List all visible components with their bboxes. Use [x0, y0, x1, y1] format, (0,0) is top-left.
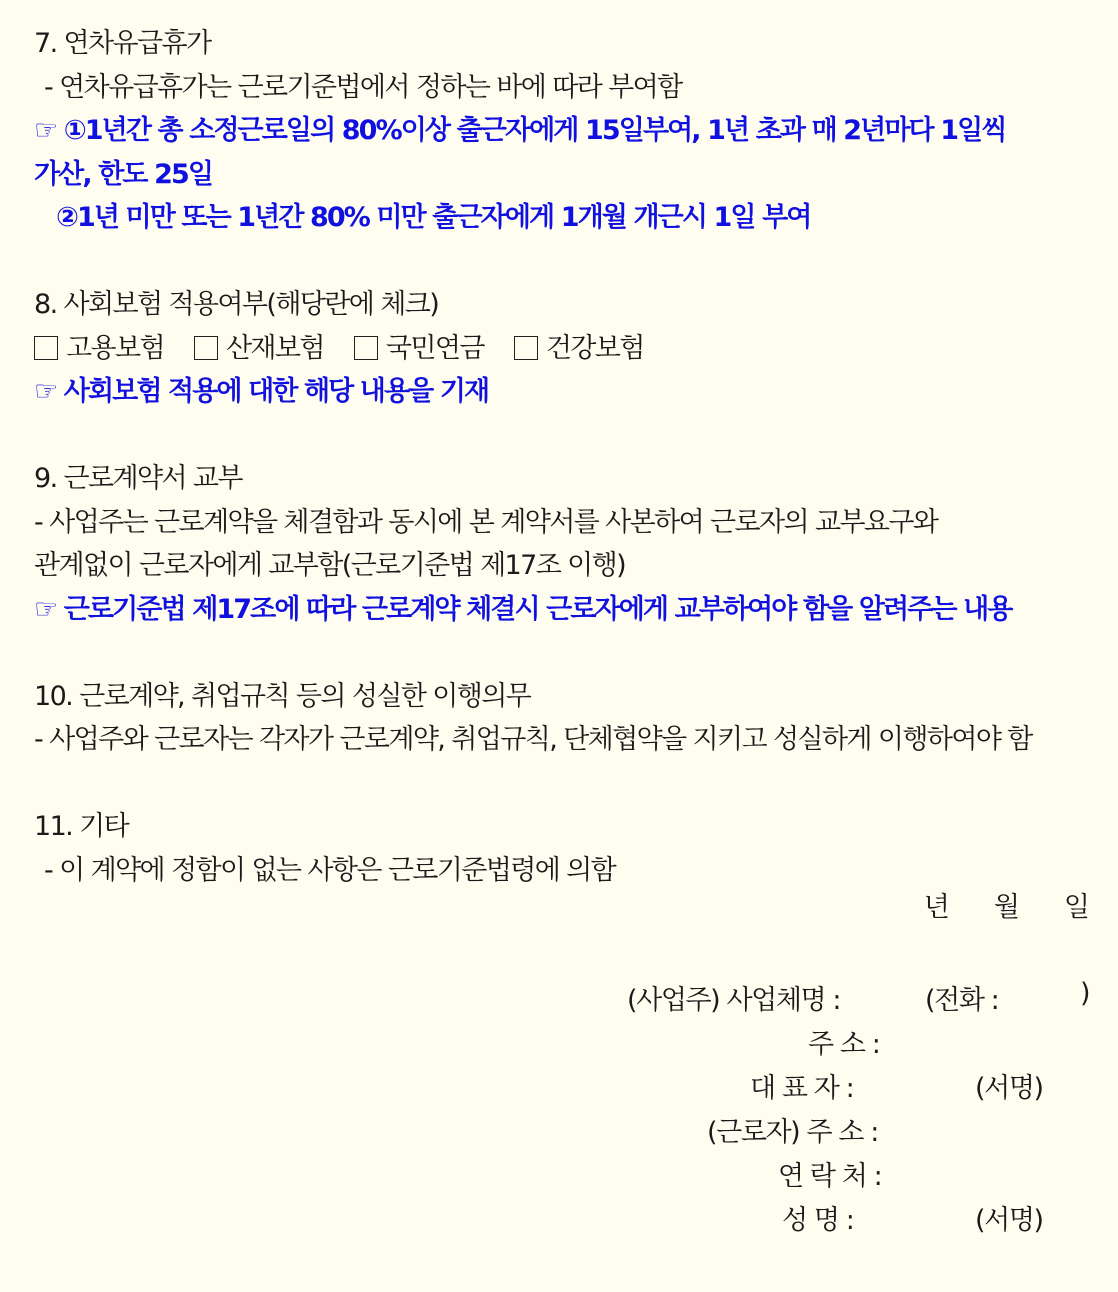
section-7-note-1a: ☞ ①1년간 총 소정근로일의 80%이상 출근자에게 15일부여, 1년 초과 매 2년마다 1일씩: [34, 115, 1006, 146]
section-11-title: 11. 기타: [34, 811, 129, 842]
date-day: 일: [1063, 892, 1090, 923]
checkbox-square[interactable]: [194, 336, 218, 360]
section-9-title: 9. 근로계약서 교부: [34, 463, 242, 494]
section-9-note: ☞ 근로기준법 제17조에 따라 근로계약 체결시 근로자에게 교부하여야 함을 알려주는 내용: [34, 593, 1012, 625]
date-month: 월: [993, 892, 1020, 923]
employer-signature-label: (서명): [975, 1073, 1043, 1104]
contract-body: [34, 22, 1104, 892]
checkbox-square[interactable]: [514, 336, 538, 360]
section-10-title: 10. 근로계약, 취업규칙 등의 성실한 이행의무: [34, 680, 531, 712]
checkbox-employment-insurance[interactable]: 고용보험: [34, 327, 164, 371]
section-8-title: 8. 사회보험 적용여부(해당란에 체크): [34, 289, 439, 320]
employer-phone-label: (전화 :: [925, 985, 999, 1016]
worker-signature-label: (서명): [975, 1205, 1043, 1236]
employer-phone-close: ): [1080, 978, 1090, 1009]
date-year: 년: [923, 892, 950, 923]
employer-business-name-label: (사업주) 사업체명 :: [627, 985, 841, 1016]
section-9-desc-2: 관계없이 근로자에게 교부함(근로기준법 제17조 이행): [34, 550, 626, 581]
date-line: [924, 885, 1090, 924]
section-11-desc: - 이 계약에 정함이 없는 사항은 근로기준법령에 의함: [44, 854, 616, 886]
section-7-desc: - 연차유급휴가는 근로기준법에서 정하는 바에 따라 부여함: [44, 71, 682, 103]
checkbox-square[interactable]: [354, 336, 378, 360]
checkbox-square[interactable]: [34, 336, 58, 360]
worker-contact-label: 연 락 처 :: [778, 1161, 882, 1192]
insurance-checklist: [34, 327, 1104, 371]
section-9-desc-1: - 사업주는 근로계약을 체결함과 동시에 본 계약서를 사본하여 근로자의 교부요구와: [34, 506, 938, 538]
representative-label: 대 표 자 :: [750, 1073, 854, 1104]
checkbox-health-insurance[interactable]: 건강보험: [514, 327, 644, 371]
section-8-note: ☞ 사회보험 적용에 대한 해당 내용을 기재: [34, 376, 489, 407]
worker-name-label: 성 명 :: [782, 1205, 854, 1236]
section-7-note-2: ②1년 미만 또는 1년간 80% 미만 출근자에게 1개월 개근시 1일 부여: [56, 202, 811, 233]
section-7-title: 7. 연차유급휴가: [34, 28, 211, 59]
checkbox-industrial-accident-insurance[interactable]: 산재보험: [194, 327, 324, 371]
checkbox-national-pension[interactable]: 국민연금: [354, 327, 484, 371]
worker-address-label: (근로자) 주 소 :: [707, 1117, 878, 1148]
section-7-note-1b: 가산, 한도 25일: [34, 158, 213, 190]
section-10-desc: - 사업주와 근로자는 각자가 근로계약, 취업규칙, 단체협약을 지키고 성실하게 이행하여야 함: [34, 724, 1032, 755]
employer-address-label: 주 소 :: [808, 1029, 880, 1060]
